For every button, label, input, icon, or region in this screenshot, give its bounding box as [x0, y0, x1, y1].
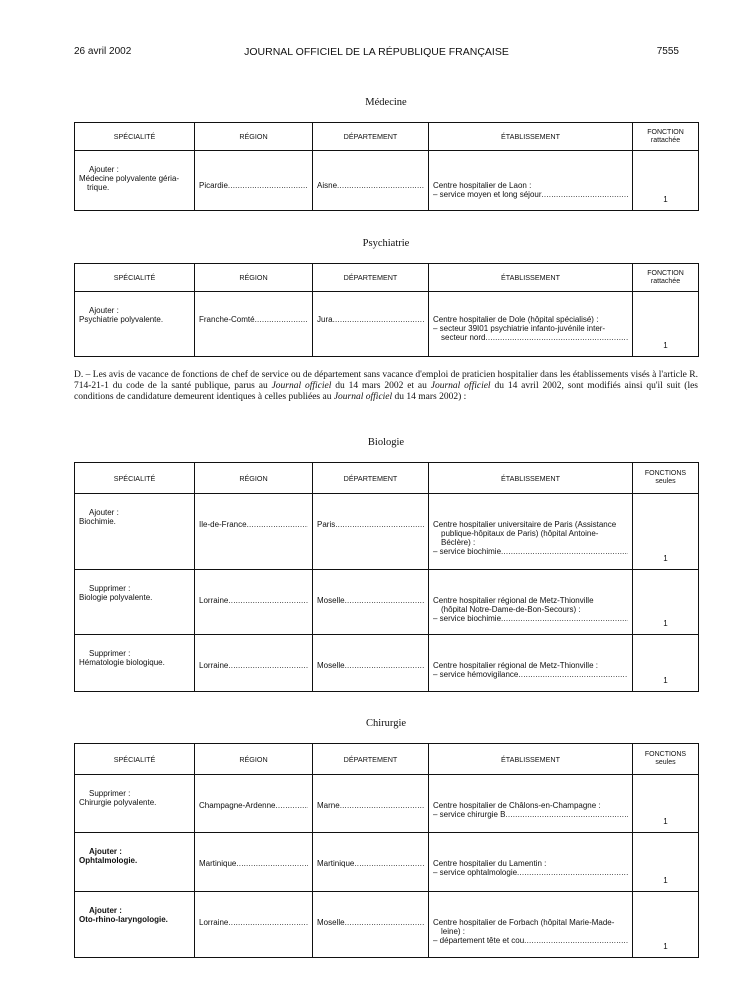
table-row: [75, 494, 699, 570]
cell-departement: Aisne .....: [313, 151, 429, 211]
col-header-etablissement: ÉTABLISSEMENT: [429, 123, 633, 151]
cell-specialite: Supprimer : Biologie polyvalente.: [75, 570, 195, 635]
section-title-psychiatrie: Psychiatrie: [362, 238, 410, 249]
col-header-specialite: SPÉCIALITÉ: [75, 463, 195, 494]
cell-specialite: Supprimer : Chirurgie polyvalente.: [75, 775, 195, 833]
cell-etablissement: Centre hospitalier de Dole (hôpital spécialisé) : – secteur 39I01 psychiatrie infanto-juvénile inter- secteur nord .....: [429, 292, 633, 357]
col-header-fonction: FONCTION rattachée: [633, 264, 699, 292]
cell-nombre: 1: [633, 892, 699, 958]
cell-region: Ile-de-France .....: [195, 494, 313, 570]
cell-etablissement: Centre hospitalier de Forbach (hôpital Marie-Made- leine) : – département tête et cou .....: [429, 892, 633, 958]
col-header-etablissement: ÉTABLISSEMENT: [429, 744, 633, 775]
cell-region: Lorraine .....: [195, 570, 313, 635]
col-header-departement: DÉPARTEMENT: [313, 264, 429, 292]
cell-specialite: Ajouter : Oto-rhino-laryngologie.: [75, 892, 195, 958]
cell-nombre: 1: [633, 635, 699, 692]
cell-nombre: 1: [633, 833, 699, 892]
col-header-departement: DÉPARTEMENT: [313, 463, 429, 494]
col-header-region: RÉGION: [195, 463, 313, 494]
cell-specialite: Ajouter : Psychiatrie polyvalente.: [75, 292, 195, 357]
cell-specialite: Ajouter : Médecine polyvalente géria- trique.: [75, 151, 195, 211]
cell-departement: Moselle .....: [313, 570, 429, 635]
cell-departement: Moselle .....: [313, 892, 429, 958]
cell-specialite: Ajouter : Biochimie.: [75, 494, 195, 570]
section-title-medecine: Médecine: [365, 97, 407, 108]
section-title-chirurgie: Chirurgie: [365, 718, 407, 729]
page-number: 7555: [656, 46, 679, 57]
cell-etablissement: Centre hospitalier du Lamentin : – service ophtalmologie .....: [429, 833, 633, 892]
table-row: [75, 892, 699, 958]
col-header-departement: DÉPARTEMENT: [313, 744, 429, 775]
table-row: [75, 635, 699, 692]
col-header-etablissement: ÉTABLISSEMENT: [429, 463, 633, 494]
col-header-fonctions: FONCTIONS seules: [633, 463, 699, 494]
paragraph-d: D. – Les avis de vacance de fonctions de chef de service ou de département sans vacance d'emploi de praticien hospitalier dans les établissements visés à l'article R. 714-21-1 du code de la santé publique, parus au Journal officiel du 14 mars 2002 et au Journal officiel du 14 avril 2002, sont modifiés ainsi qu'il suit (les conditions de candidature demeurent identiques à celles publiées au Journal officiel du 14 mars 2002) :: [74, 370, 698, 402]
journal-title: JOURNAL OFFICIEL DE LA RÉPUBLIQUE FRANÇAISE: [244, 46, 509, 58]
cell-region: Champagne-Ardenne .....: [195, 775, 313, 833]
table-chirurgie: [74, 743, 699, 958]
cell-region: Lorraine .....: [195, 892, 313, 958]
cell-region: Franche-Comté .....: [195, 292, 313, 357]
cell-etablissement: Centre hospitalier de Châlons-en-Champagne : – service chirurgie B .....: [429, 775, 633, 833]
table-row: [75, 775, 699, 833]
cell-departement: Marne .....: [313, 775, 429, 833]
col-header-fonction: FONCTION rattachée: [633, 123, 699, 151]
cell-region: Lorraine .....: [195, 635, 313, 692]
cell-nombre: 1: [633, 151, 699, 211]
cell-nombre: 1: [633, 570, 699, 635]
table-row: [75, 292, 699, 357]
table-row: [75, 570, 699, 635]
cell-specialite: Supprimer : Hématologie biologique.: [75, 635, 195, 692]
cell-nombre: 1: [633, 292, 699, 357]
col-header-fonctions: FONCTIONS seules: [633, 744, 699, 775]
cell-region: Martinique .....: [195, 833, 313, 892]
table-psychiatrie: [74, 263, 699, 357]
col-header-region: RÉGION: [195, 744, 313, 775]
page-header: [74, 46, 679, 60]
cell-nombre: 1: [633, 775, 699, 833]
col-header-specialite: SPÉCIALITÉ: [75, 744, 195, 775]
col-header-etablissement: ÉTABLISSEMENT: [429, 264, 633, 292]
cell-etablissement: Centre hospitalier de Laon : – service moyen et long séjour .....: [429, 151, 633, 211]
cell-departement: Paris .....: [313, 494, 429, 570]
cell-region: Picardie .....: [195, 151, 313, 211]
cell-etablissement: Centre hospitalier régional de Metz-Thionville (hôpital Notre-Dame-de-Bon-Secours) : – service biochimie .....: [429, 570, 633, 635]
col-header-specialite: SPÉCIALITÉ: [75, 264, 195, 292]
col-header-departement: DÉPARTEMENT: [313, 123, 429, 151]
table-row: [75, 833, 699, 892]
col-header-region: RÉGION: [195, 264, 313, 292]
section-title-biologie: Biologie: [367, 437, 405, 448]
cell-etablissement: Centre hospitalier régional de Metz-Thionville : – service hémovigilance .....: [429, 635, 633, 692]
issue-date: 26 avril 2002: [74, 46, 132, 57]
col-header-specialite: SPÉCIALITÉ: [75, 123, 195, 151]
table-medecine: [74, 122, 699, 211]
table-row: [75, 151, 699, 211]
table-biologie: [74, 462, 699, 692]
cell-etablissement: Centre hospitalier universitaire de Paris (Assistance publique-hôpitaux de Paris) (hôpital Antoine- Béclère) : – service biochimie .....: [429, 494, 633, 570]
cell-specialite: Ajouter : Ophtalmologie.: [75, 833, 195, 892]
cell-nombre: 1: [633, 494, 699, 570]
col-header-region: RÉGION: [195, 123, 313, 151]
cell-departement: Jura .....: [313, 292, 429, 357]
cell-departement: Martinique .....: [313, 833, 429, 892]
cell-departement: Moselle .....: [313, 635, 429, 692]
